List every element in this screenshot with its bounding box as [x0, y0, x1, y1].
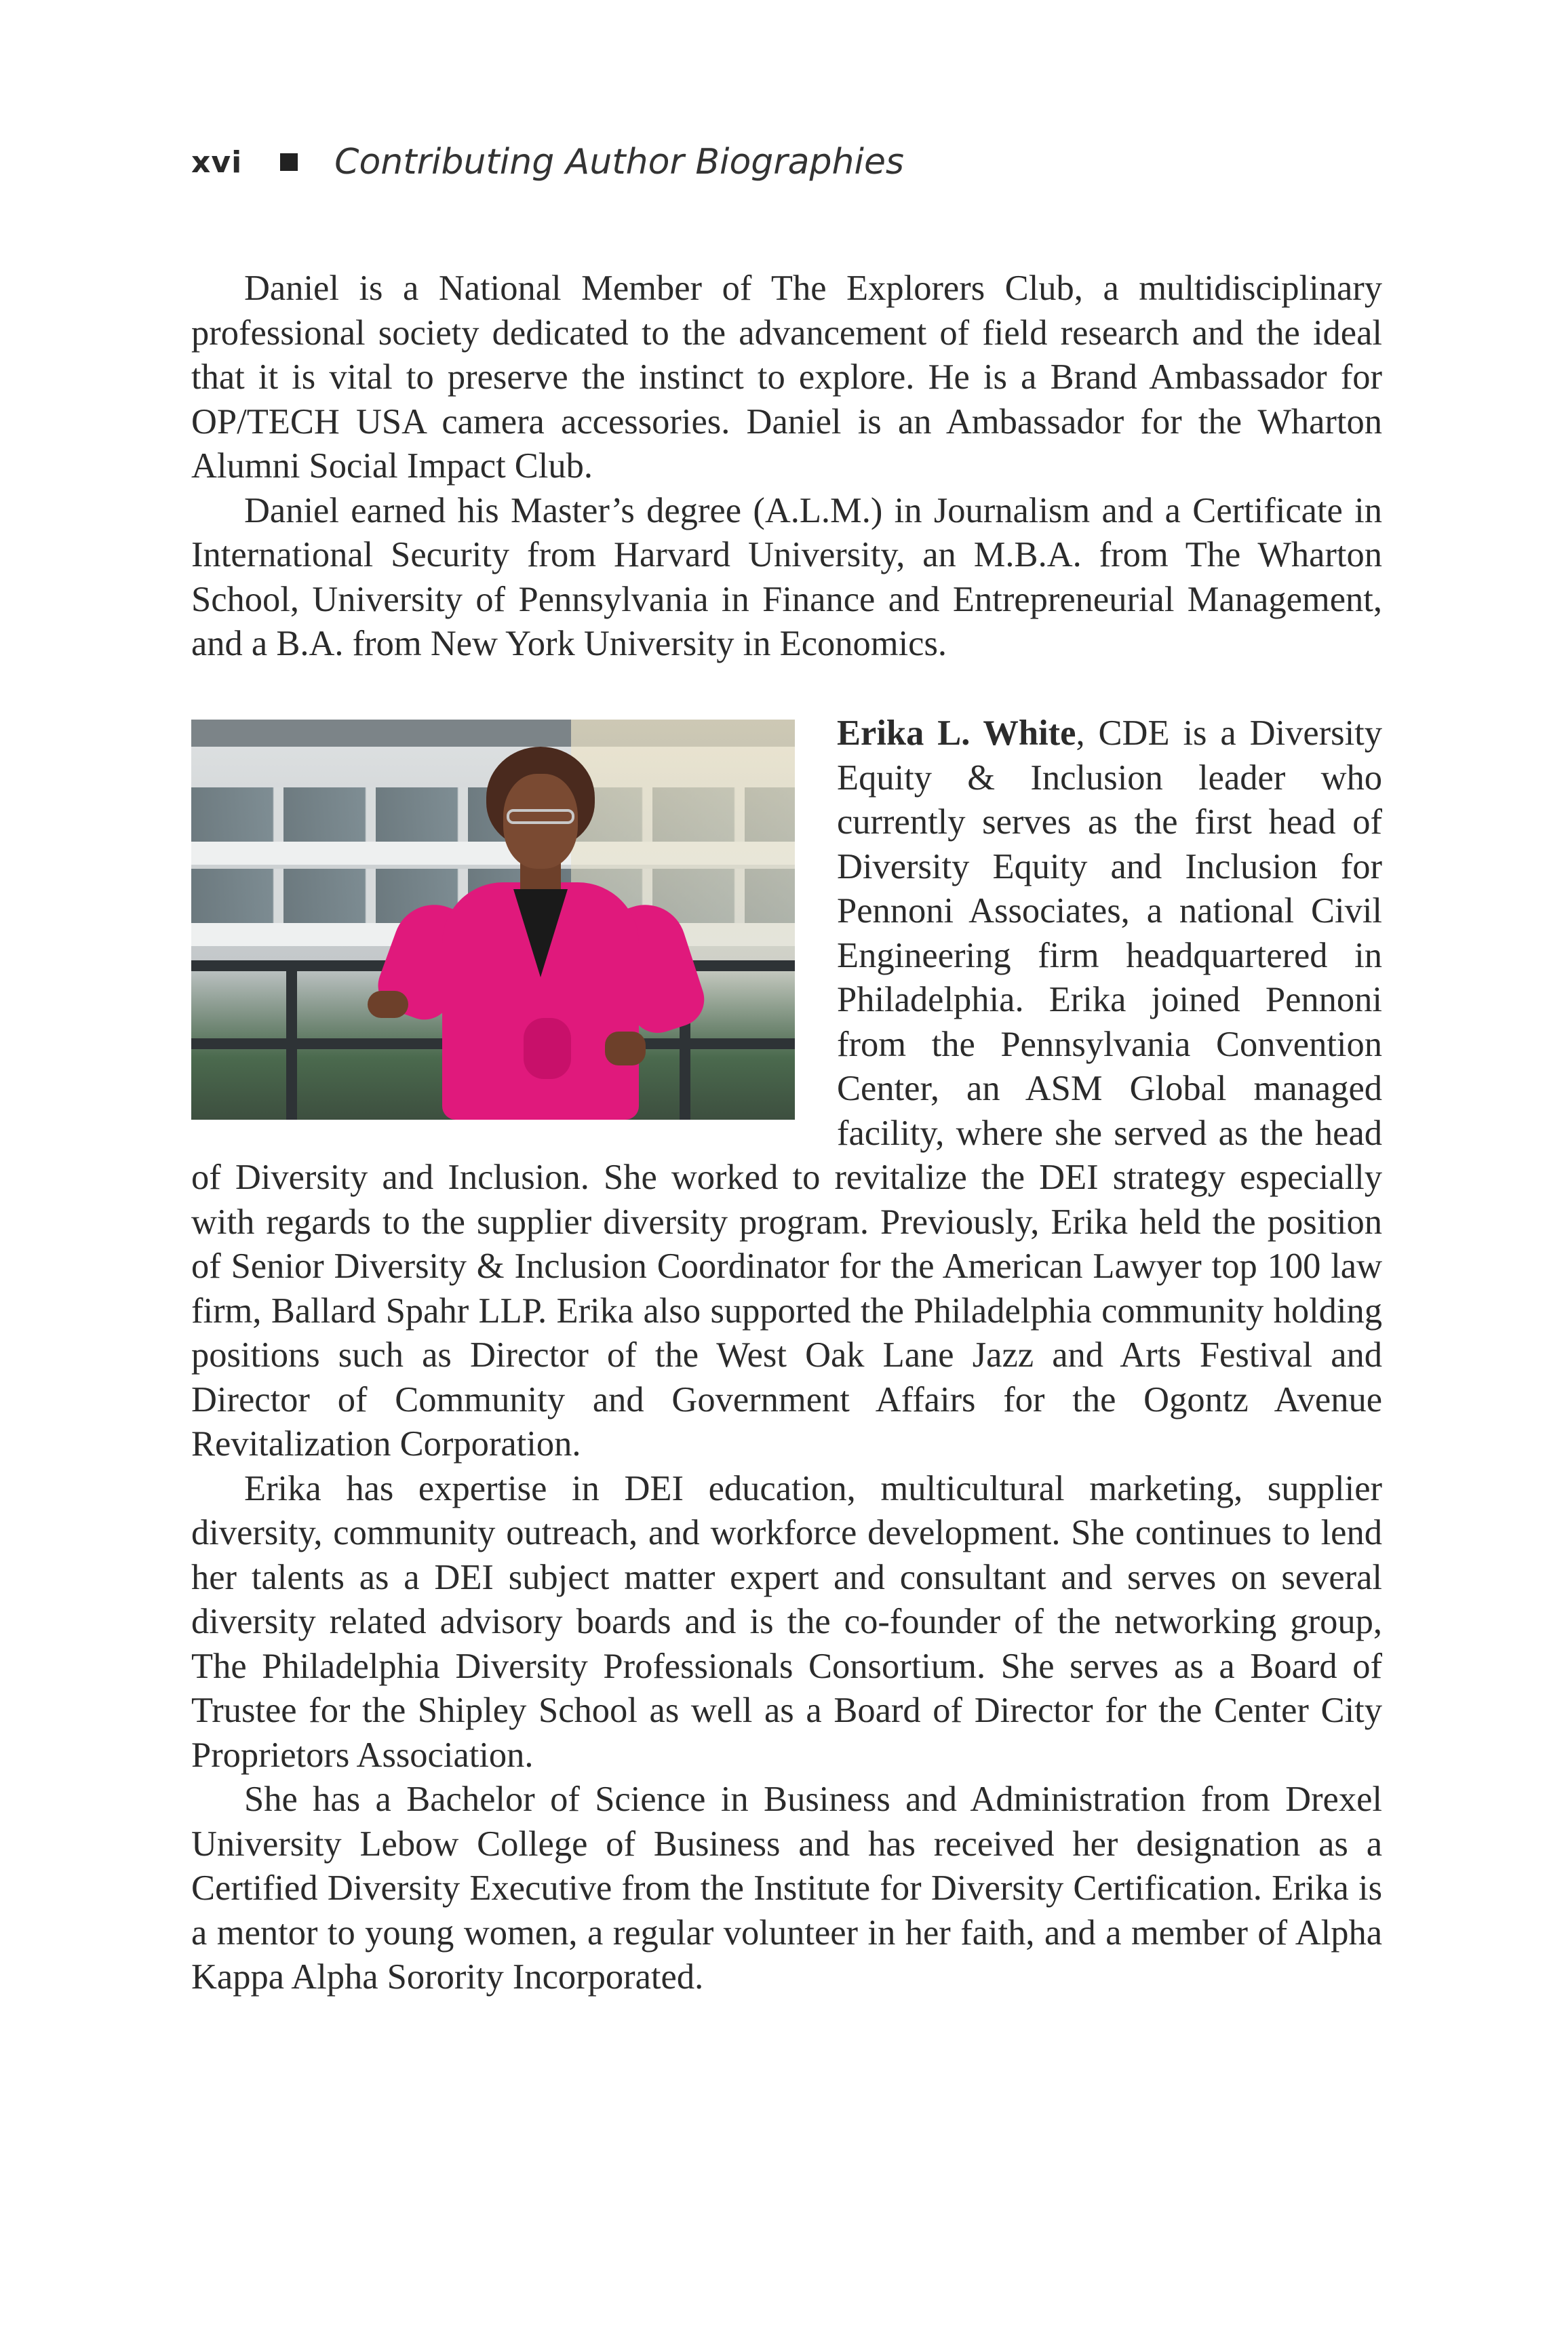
author-photo [191, 720, 795, 1120]
running-header [191, 138, 904, 186]
square-bullet-icon [280, 153, 298, 171]
paragraph: Daniel earned his Master’s degree (A.L.M.) in Journalism and a Certificate in International Security from Harvard University, an M.B.A. from The Wharton School, University of Pennsylvania in Finance and Entrepreneurial Management, and a B.A. from New York University in Economics. [191, 490, 1382, 663]
author-name: Erika L. White [837, 713, 1076, 753]
previous-bio-continuation [191, 267, 1382, 667]
page-number: xvi [191, 144, 243, 180]
bio-paragraph: She has a Bachelor of Science in Business and Administration from Drexel University Lebow College of Business and has received her designation as a Certified Diversity Executive from the Institute for Diversity Certification. Erika is a mentor to young women, a regular volunteer in her faith, and a member of Alpha Kappa Alpha Sorority Incorporated. [191, 1780, 1382, 1997]
running-title: Contributing Author Biographies [334, 142, 905, 182]
author-bio-erika-white [191, 711, 1382, 2000]
paragraph: Daniel is a National Member of The Explorers Club, a multidisciplinary professional society dedicated to the advancement of field research and the ideal that it is vital to preserve the instinct to explore. He is a Brand Ambassador for OP/TECH USA camera accessories. Daniel is an Ambassador for the Wharton Alumni Social Impact Club. [191, 269, 1382, 486]
bio-text: , CDE is a Diversity Equity & Inclusion leader who currently serves as the first head of Diversity Equity and Inclusion for Pennoni Associates, a national Civil Engineering firm headquartered in Philadelphia. Erika joined Pennoni from the Pennsylvania Convention Center, an ASM Global managed facility, where she served as the head of Diversity and Inclusion. She worked to revitalize the DEI strategy especially with regards to the supplier diversity program. Previously, Erika held the position of Senior Diversity & Inclusion Coordinator for the American Lawyer top 100 law firm, Ballard Spahr LLP. Erika also supported the Philadelphia community holding positions such as Director of the West Oak Lane Jazz and Arts Festival and Director of Community and Government Affairs for the Ogontz Avenue Revitalization Corporation. [191, 713, 1382, 1464]
bio-paragraph: Erika has expertise in DEI education, multicultural marketing, supplier diversity, community outreach, and workforce development. She continues to lend her talents as a DEI subject matter expert and consultant and serves on several diversity related advisory boards and is the co-founder of the networking group, The Philadelphia Diversity Professionals Consortium. She serves as a Board of Trustee for the Shipley School as well as a Board of Director for the Center City Proprietors Association. [191, 1468, 1382, 1775]
